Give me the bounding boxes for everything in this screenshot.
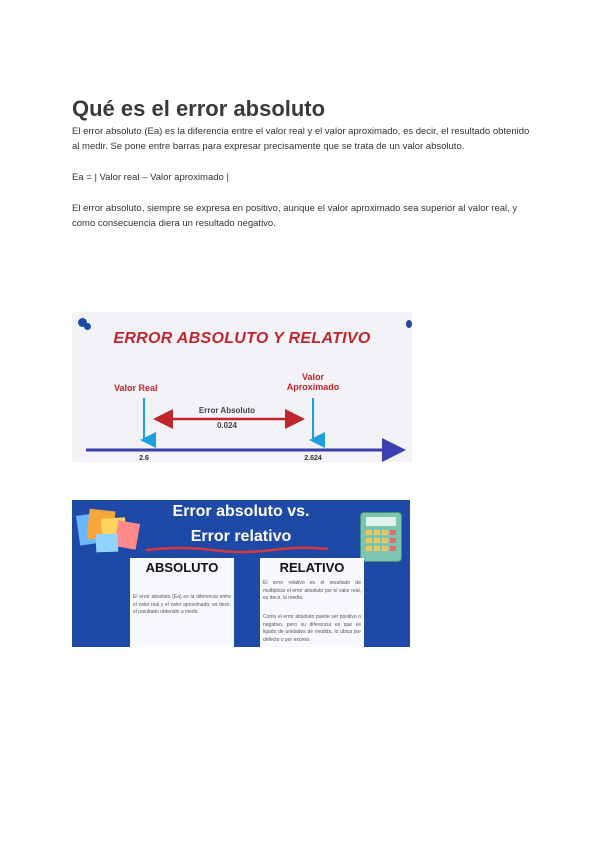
relativo-card (260, 558, 364, 647)
absoluto-card (130, 558, 234, 647)
relativo-body-2: Como el error absoluto puede ser positivo o negativo, pero su diferencia es que es ligado de unidades de medida, lo ubica por defecto o por exceso. (263, 614, 361, 643)
relativo-heading: RELATIVO (279, 560, 345, 575)
relativo-body-1: El error relativo es el resultado de multiplicar el error absoluto por el valor real, es decir, la media. (263, 580, 361, 601)
tick-real-label: 2.6 (139, 455, 149, 462)
valor-real-label: Valor Real (114, 383, 158, 393)
error-diagram-image (72, 312, 412, 462)
comparison-title-line1: Error absoluto vs. (172, 503, 310, 520)
comparison-title-line2: Error relativo (190, 528, 292, 545)
valor-aprox-label (268, 372, 358, 392)
tick-aprox-label: 2.624 (304, 455, 322, 462)
page-title: Qué es el error absoluto (72, 96, 326, 121)
valor-aprox-label-line2: Aproximado (286, 382, 340, 392)
explanation-paragraph: El error absoluto, siempre se expresa en positivo, aunque el valor aproximado sea superior al valor real, y como consecuencia diera un resultado negativo. (72, 203, 518, 229)
formula-paragraph: Ea = | Valor real – Valor aproximado | (72, 172, 229, 183)
valor-aprox-label-line1: Valor (301, 372, 324, 382)
diagram-title: ERROR ABSOLUTO Y RELATIVO (113, 330, 371, 347)
absoluto-body: El error absoluto (Ea) es la diferencia entre el valor real y el valor aproximado, es decir, el resultado obtenido a medir. (133, 594, 231, 615)
comparison-image (72, 500, 410, 647)
error-value-label: 0.024 (216, 421, 238, 430)
absoluto-heading: ABSOLUTO (145, 560, 219, 575)
error-absoluto-label: Error Absoluto (198, 406, 256, 415)
definition-paragraph: El error absoluto (Ea) es la diferencia entre el valor real y el valor aproximado, es decir, el resultado obtenido al medir. Se pone entre barras para expresar precisamente que se trata de un valor absoluto. (72, 126, 530, 152)
